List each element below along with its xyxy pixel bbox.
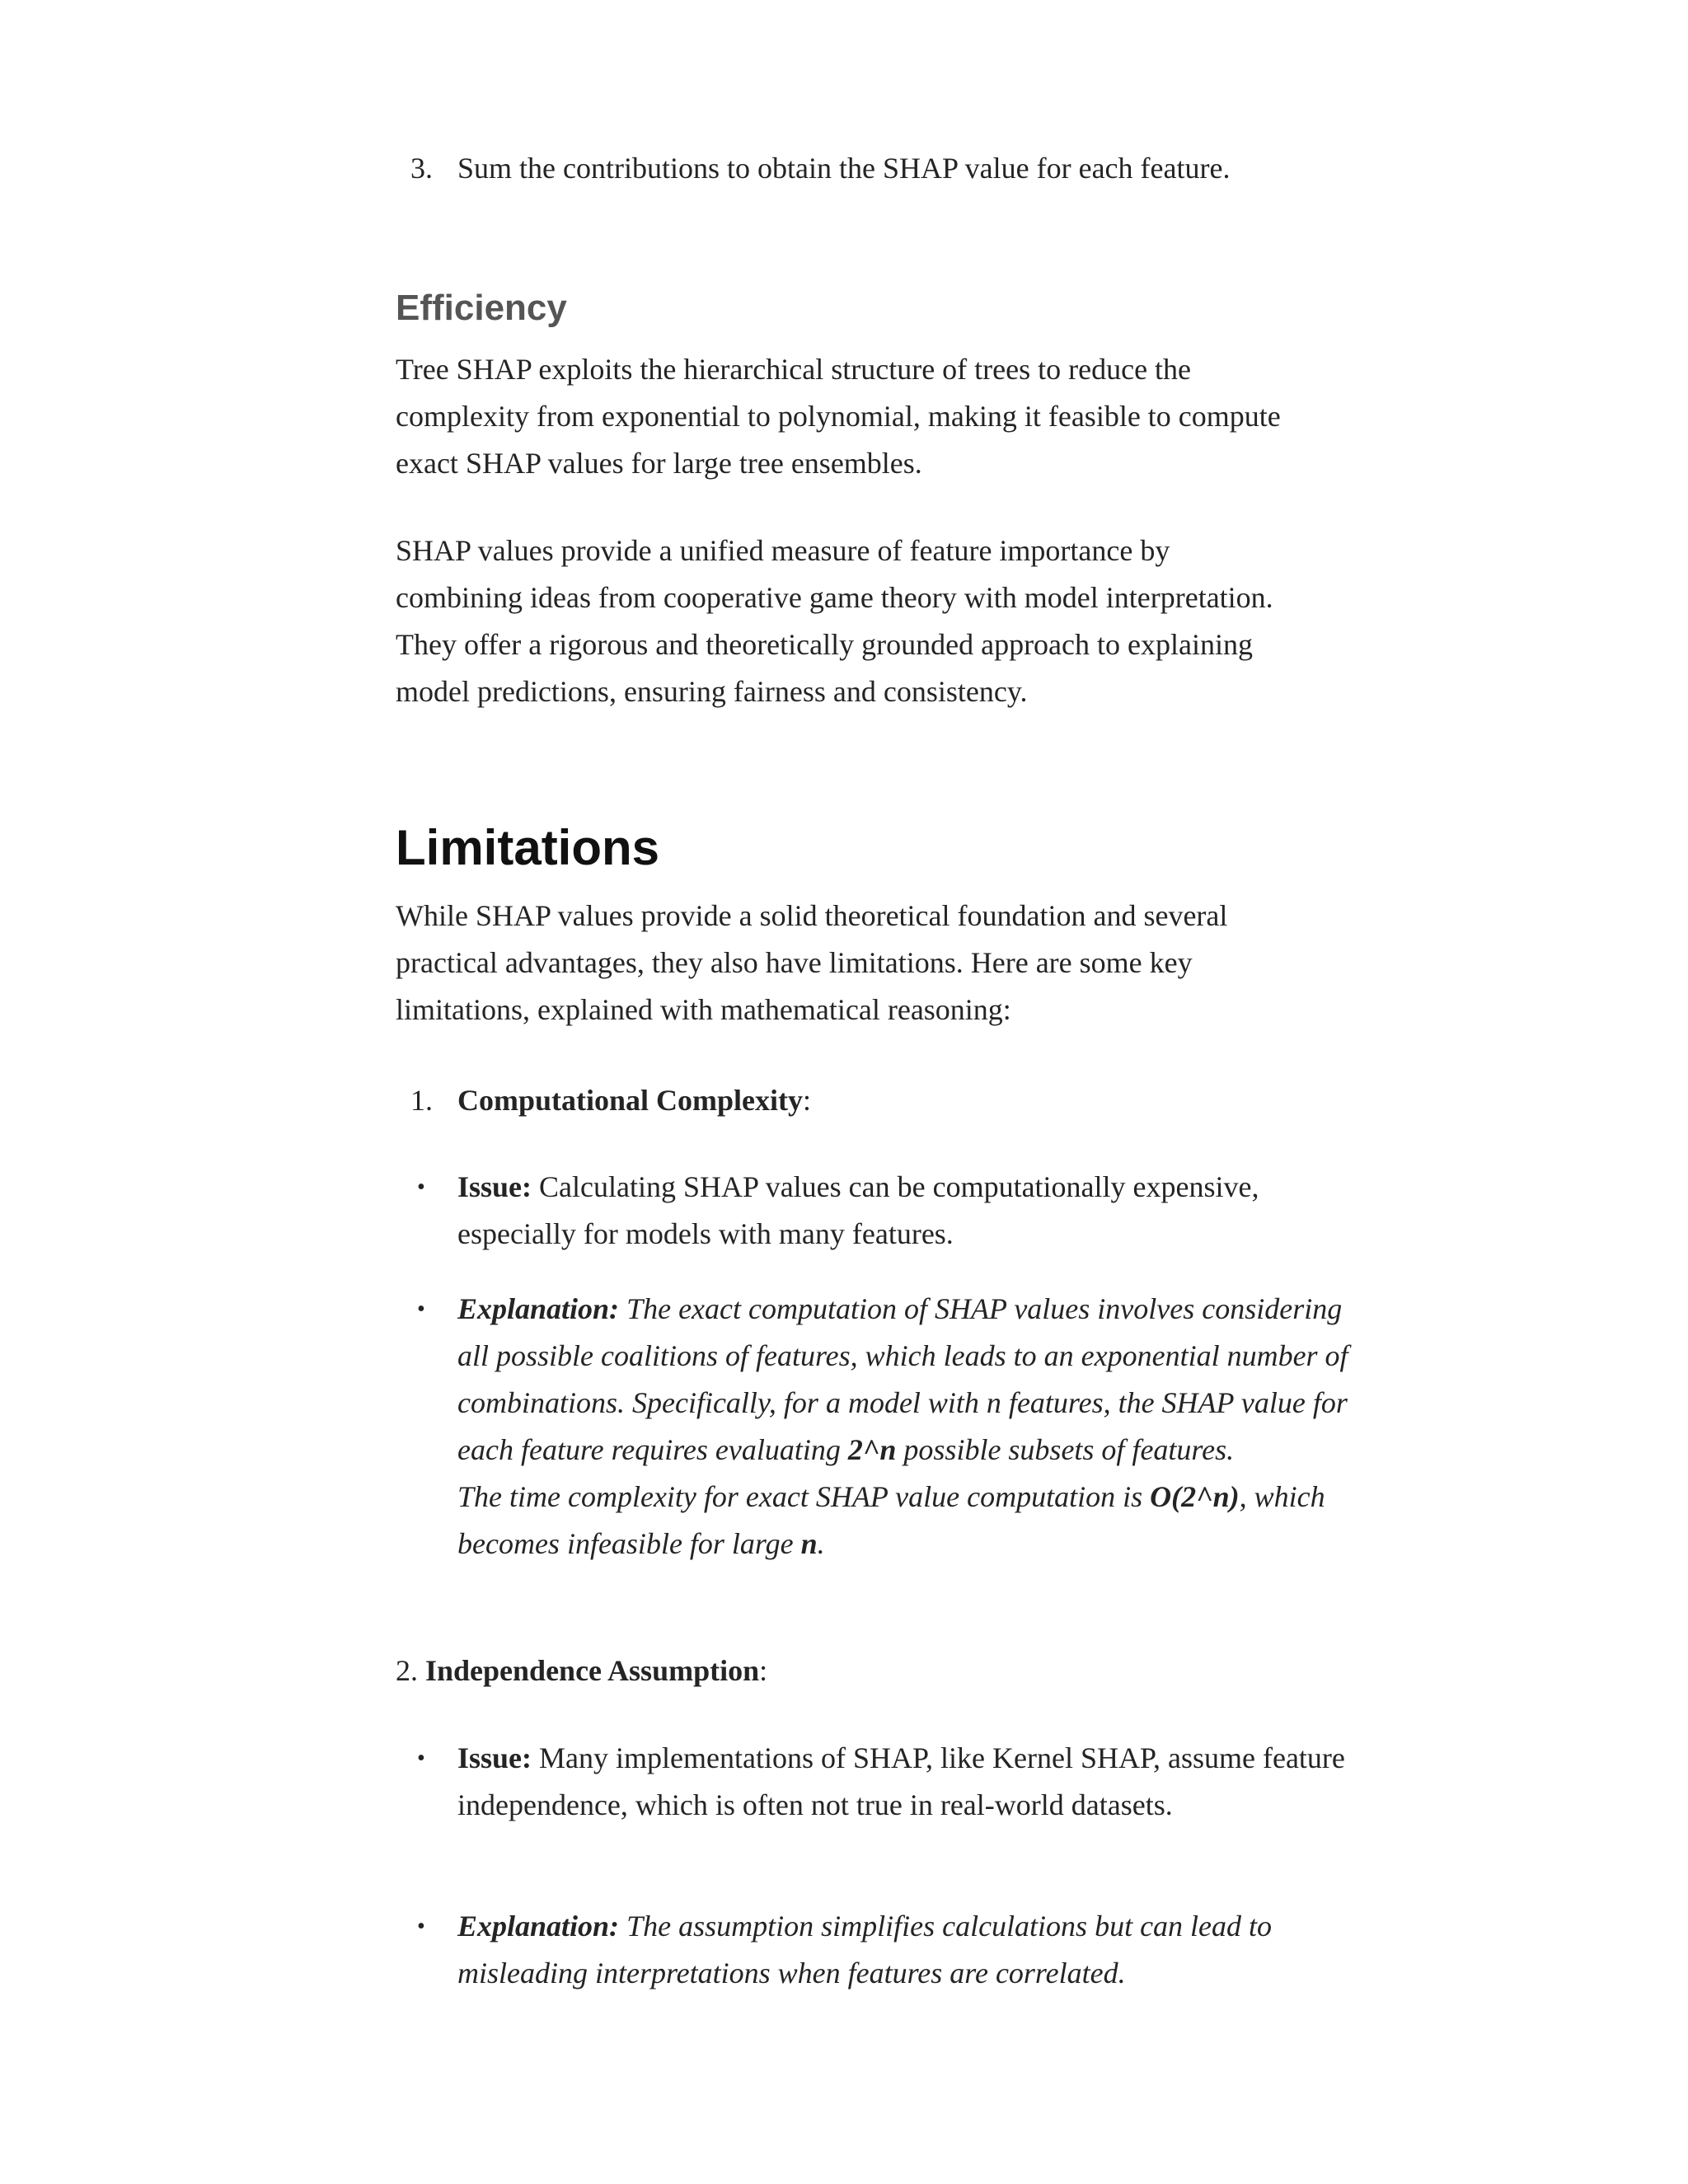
bullet-marker: • xyxy=(417,1174,425,1200)
explanation-math-2n: 2^n xyxy=(847,1433,897,1466)
section-heading-efficiency: Efficiency xyxy=(396,288,567,328)
explanation-label: Explanation: xyxy=(457,1910,620,1943)
bullet-issue-computational xyxy=(396,1164,1364,1258)
list-marker: 1. xyxy=(410,1084,433,1117)
item-title-colon: : xyxy=(803,1084,812,1117)
list-marker: 2. xyxy=(396,1654,418,1687)
list-item-step-3 xyxy=(396,145,1364,192)
bullet-explanation-independence xyxy=(396,1903,1364,1997)
list-marker: 3. xyxy=(410,152,433,185)
limitations-intro: While SHAP values provide a solid theoretical foundation and several practical advantages, they also have limitations. Here are some key limitations, explained with mathematical reasoning: xyxy=(396,899,1228,1026)
bullet-issue-independence xyxy=(396,1735,1364,1829)
item-title: Computational Complexity xyxy=(457,1084,804,1117)
explanation-text: The exact computation of SHAP values involves considering all possible coalitions of features, which leads to an exponential number of combinations. Specifically, for a model with n features, the SHAP value for each feature requires evaluating xyxy=(457,1292,1348,1466)
explanation-label: Explanation: xyxy=(457,1292,620,1325)
explanation-text: The assumption simplifies calculations but can lead to misleading interpretations when features are correlated. xyxy=(457,1910,1273,1990)
complexity-math: O(2^n) xyxy=(1150,1480,1240,1513)
issue-text: Calculating SHAP values can be computationally expensive, especially for models with many features. xyxy=(457,1170,1259,1250)
step-3-text: Sum the contributions to obtain the SHAP value for each feature. xyxy=(457,152,1231,185)
issue-label: Issue: xyxy=(457,1170,532,1203)
section-heading-limitations: Limitations xyxy=(396,820,660,875)
bullet-marker: • xyxy=(417,1914,425,1939)
bullet-marker: • xyxy=(417,1296,425,1322)
summary-paragraph: SHAP values provide a unified measure of feature importance by combining ideas from cooperative game theory with model interpretation. They offer a rigorous and theoretically grounded approach to explaining model predictions, ensuring fairness and consistency. xyxy=(396,534,1273,708)
issue-text: Many implementations of SHAP, like Kernel SHAP, assume feature independence, which is often not true in real-world datasets. xyxy=(457,1741,1345,1821)
complexity-text-mid: , which becomes infeasible for large xyxy=(457,1480,1325,1560)
issue-label: Issue: xyxy=(457,1741,532,1774)
list-item-independence-assumption xyxy=(396,1647,1302,1694)
efficiency-paragraph: Tree SHAP exploits the hierarchical structure of trees to reduce the complexity from exponential to polynomial, making it feasible to compute exact SHAP values for large tree ensembles. xyxy=(396,353,1281,480)
explanation-text-end: possible subsets of features. xyxy=(896,1433,1235,1466)
bullet-explanation-computational xyxy=(396,1286,1364,1568)
list-item-computational-complexity xyxy=(396,1077,1364,1124)
complexity-text-end: . xyxy=(817,1527,825,1560)
item-title: Independence Assumption xyxy=(425,1654,760,1687)
complexity-math-n: n xyxy=(800,1527,818,1560)
bullet-marker: • xyxy=(417,1746,425,1771)
complexity-text: The time complexity for exact SHAP value computation is xyxy=(457,1480,1151,1513)
item-title-colon: : xyxy=(759,1654,768,1687)
